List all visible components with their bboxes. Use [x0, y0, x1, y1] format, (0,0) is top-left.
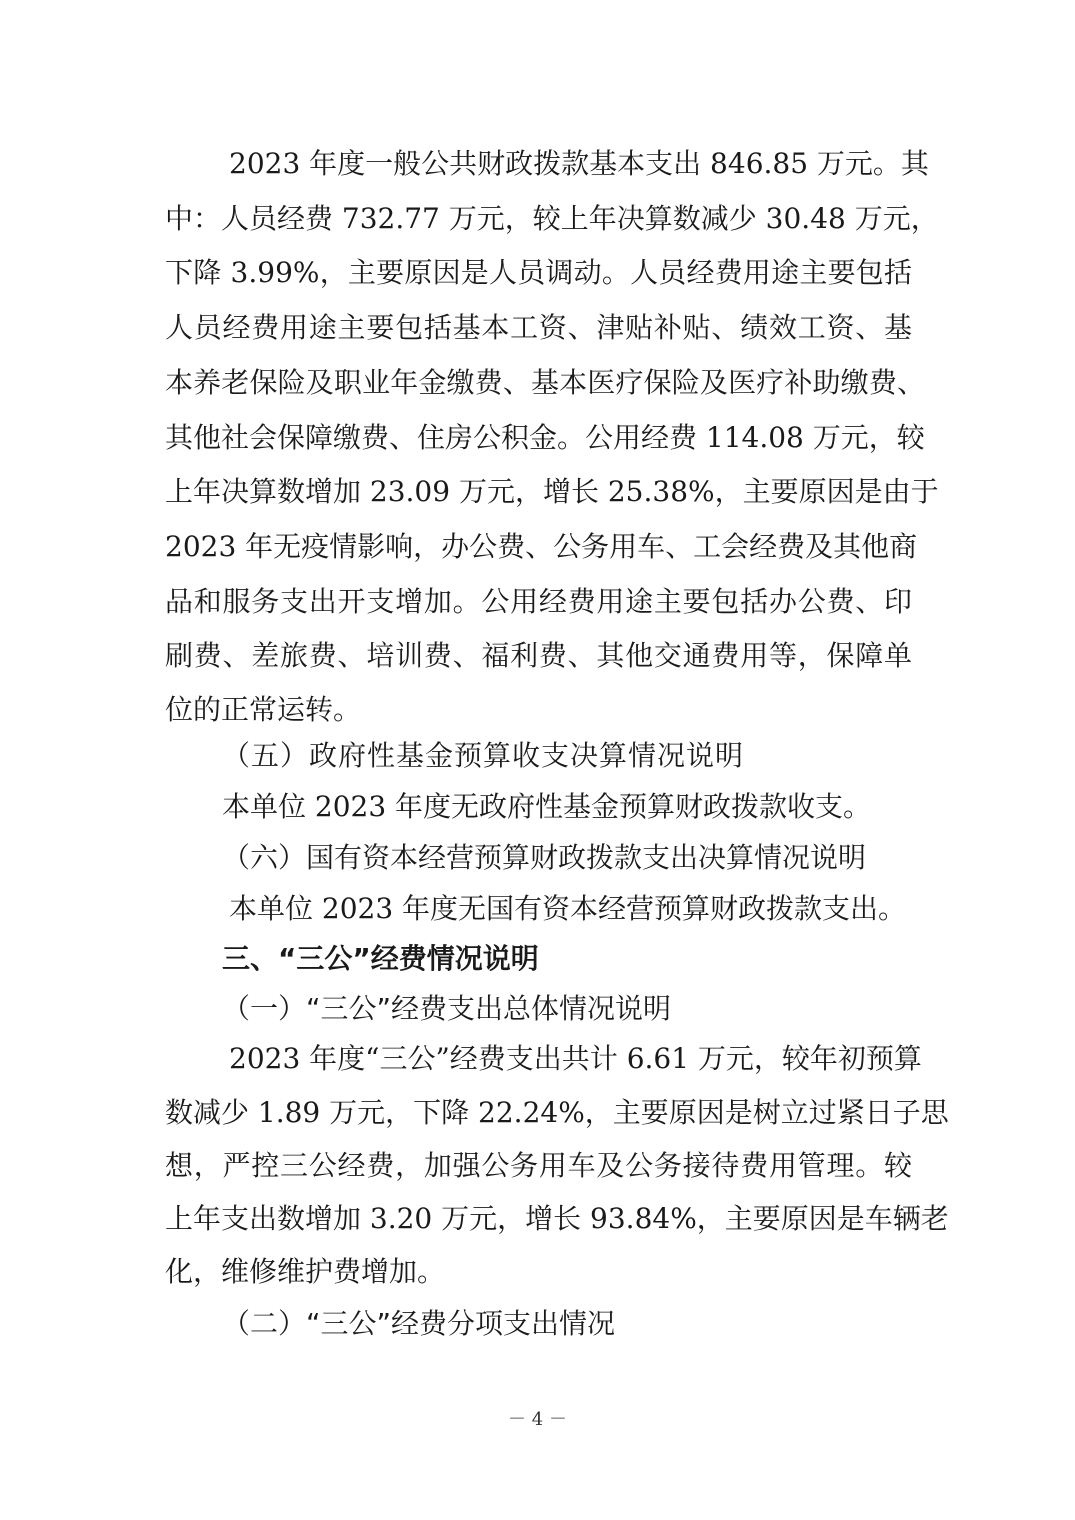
- paragraph-line: 上年决算数增加 23.09 万元，增长 25.38%，主要原因是由于: [165, 475, 939, 508]
- section-heading-5: （五）政府性基金预算收支决算情况说明: [222, 739, 745, 772]
- paragraph-line: 本单位 2023 年度无国有资本经营预算财政拨款支出。: [229, 892, 907, 925]
- paragraph-line: 下降 3.99%，主要原因是人员调动。人员经费用途主要包括: [165, 256, 912, 289]
- paragraph-line: 2023 年度一般公共财政拨款基本支出 846.85 万元。其: [229, 147, 929, 180]
- paragraph-line: 人员经费用途主要包括基本工资、津贴补贴、绩效工资、基: [165, 311, 912, 344]
- paragraph-line: 上年支出数增加 3.20 万元，增长 93.84%，主要原因是车辆老: [165, 1202, 949, 1235]
- paragraph-line: 本单位 2023 年度无政府性基金预算财政拨款收支。: [222, 790, 872, 823]
- paragraph-line: 品和服务支出开支增加。公用经费用途主要包括办公费、印: [165, 585, 912, 618]
- page-number: － 4 －: [508, 1409, 567, 1430]
- section-heading-6: （六）国有资本经营预算财政拨款支出决算情况说明: [222, 841, 867, 874]
- paragraph-line: 数减少 1.89 万元，下降 22.24%，主要原因是树立过紧日子思: [165, 1096, 949, 1129]
- paragraph-line: 想，严控三公经费，加强公务用车及公务接待费用管理。较: [165, 1149, 912, 1182]
- paragraph-line: 化，维修维护费增加。: [165, 1255, 446, 1288]
- paragraph-line: 2023 年无疫情影响，办公费、公务用车、工会经费及其他商: [165, 530, 918, 563]
- paragraph-line: 其他社会保障缴费、住房公积金。公用经费 114.08 万元，较: [165, 421, 925, 454]
- paragraph-line: 本养老保险及职业年金缴费、基本医疗保险及医疗补助缴费、: [165, 366, 925, 399]
- paragraph-line: 刷费、差旅费、培训费、福利费、其他交通费用等，保障单: [165, 639, 912, 672]
- subsection-heading-2: （二）“三公”经费分项支出情况: [222, 1307, 616, 1340]
- paragraph-line: 位的正常运转。: [165, 693, 362, 726]
- subsection-heading-1: （一）“三公”经费支出总体情况说明: [222, 992, 672, 1025]
- paragraph-line: 中：人员经费 732.77 万元，较上年决算数减少 30.48 万元，: [165, 202, 939, 235]
- paragraph-line: 2023 年度“三公”经费支出共计 6.61 万元，较年初预算: [229, 1042, 922, 1075]
- section-title-3: 三、“三公”经费情况说明: [222, 942, 539, 975]
